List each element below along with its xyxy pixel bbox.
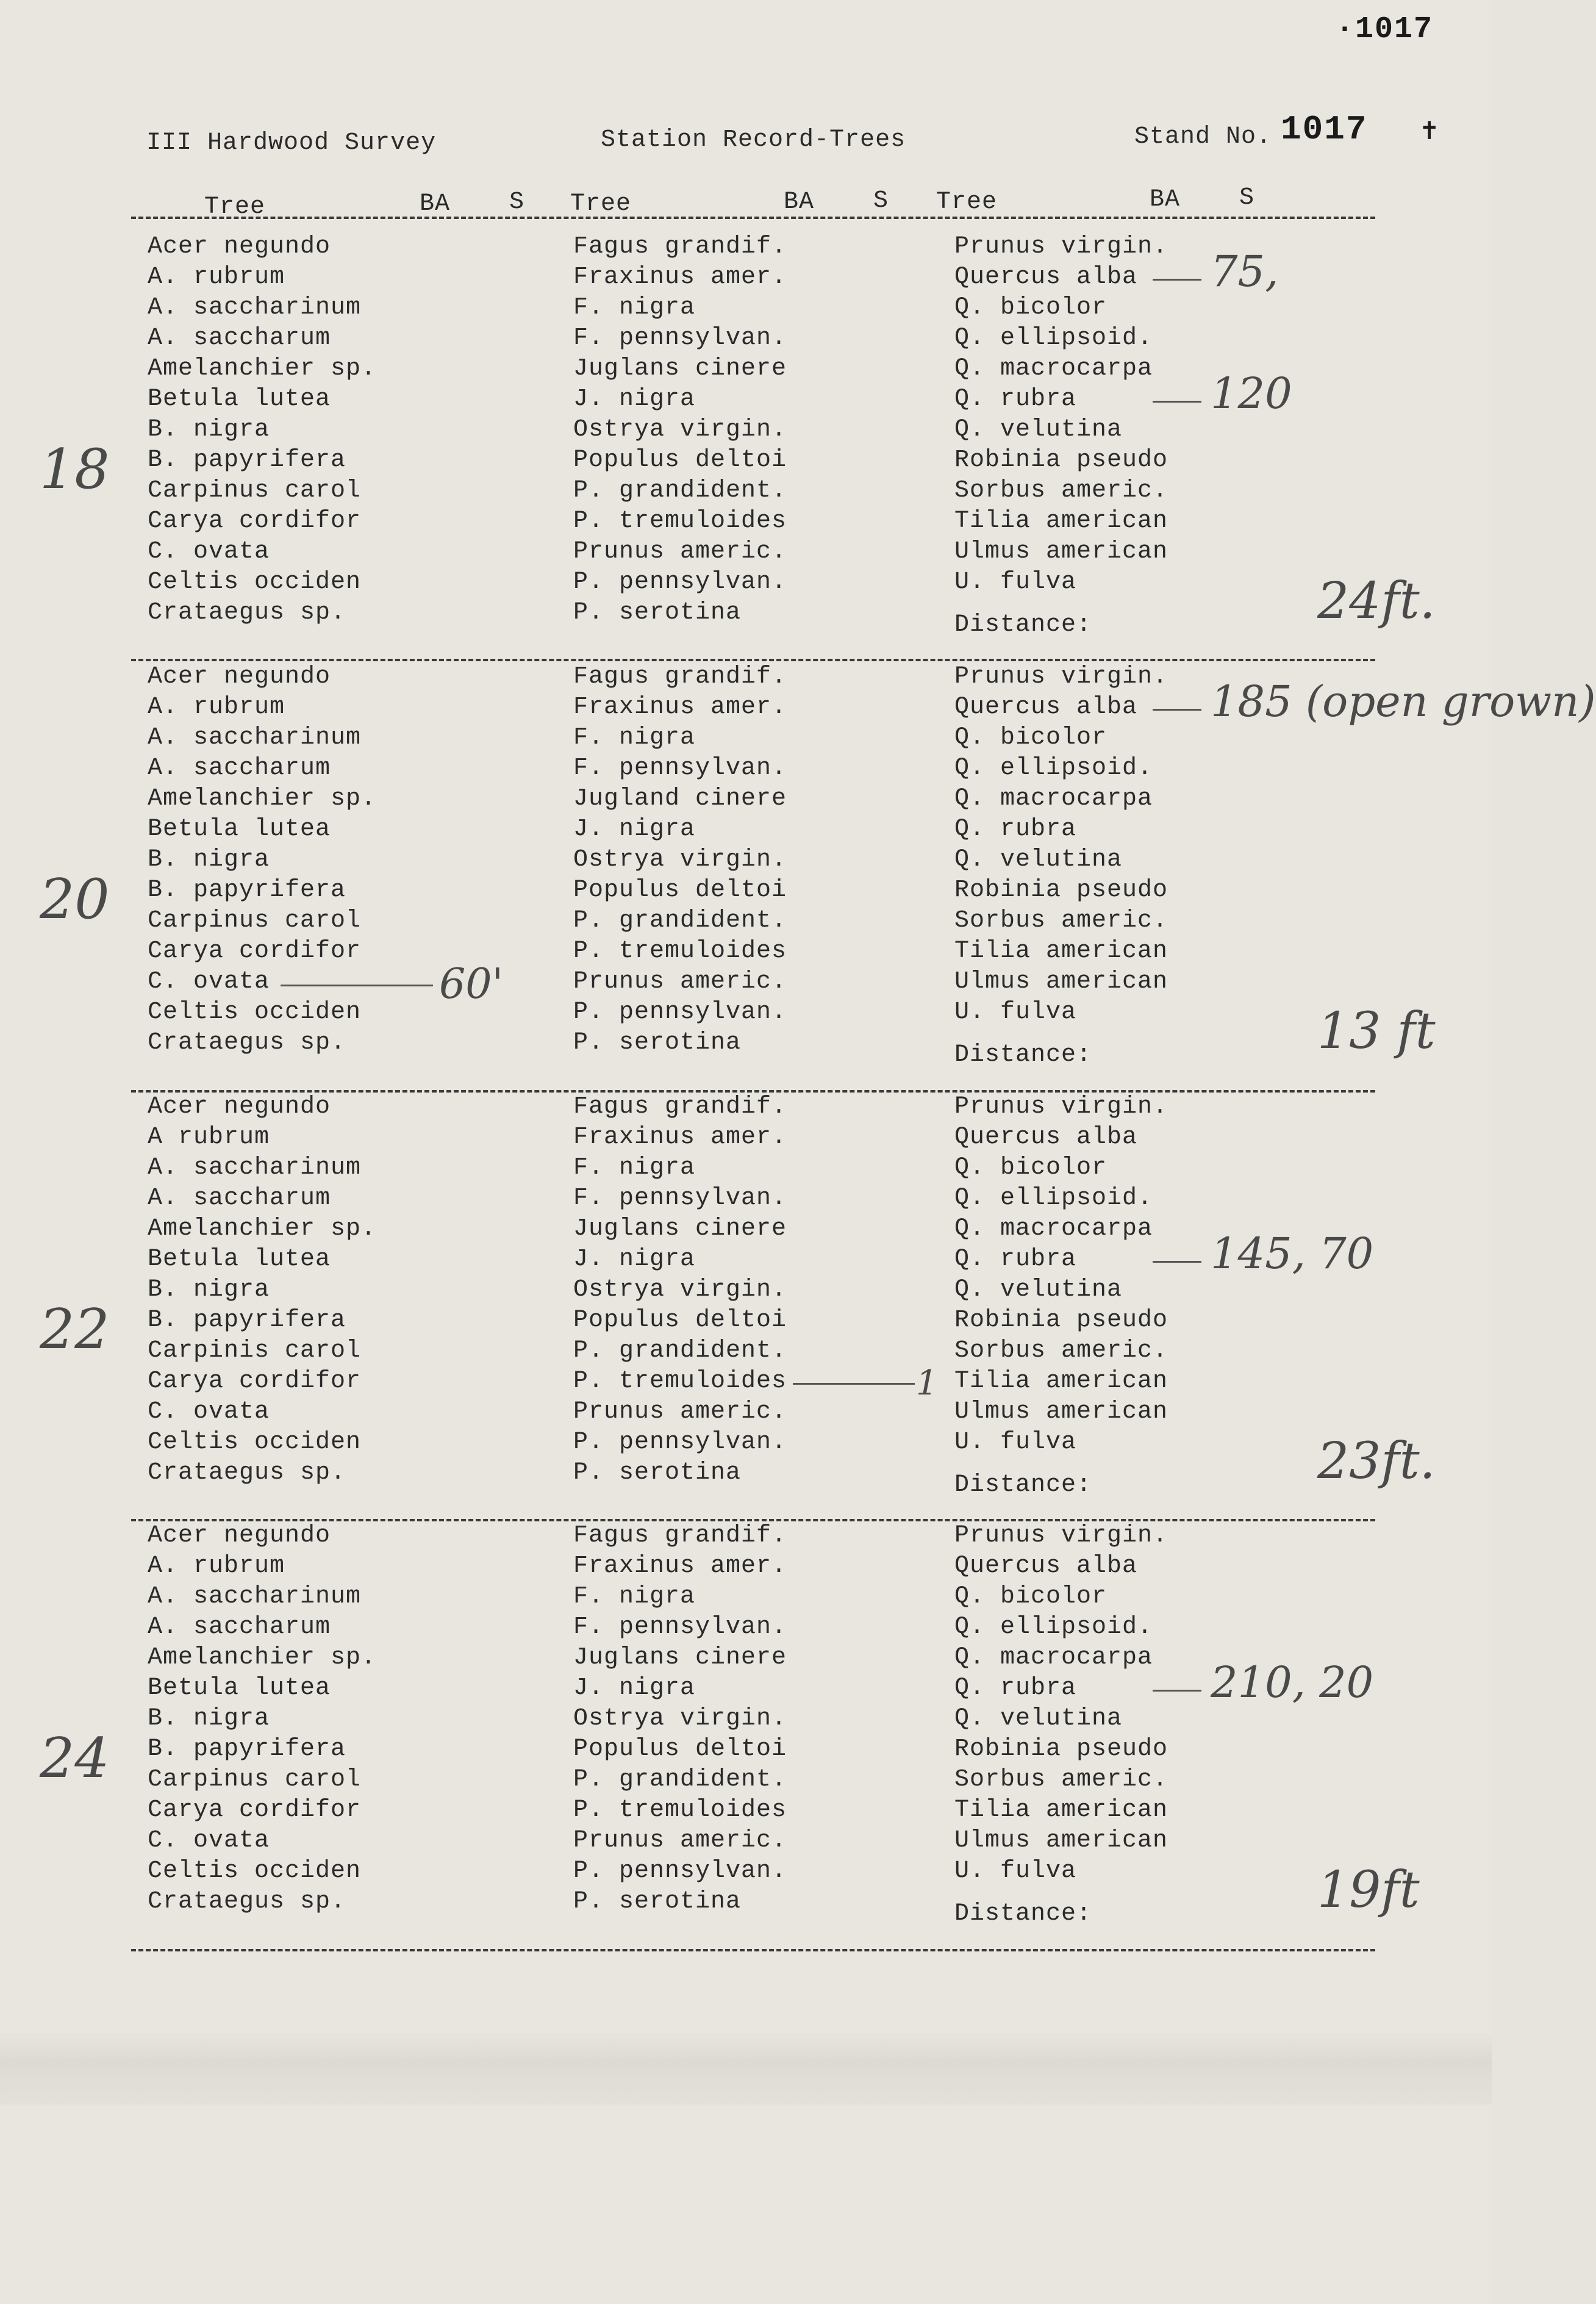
tree-name-col3: U. fulva <box>954 1429 1077 1456</box>
tree-name-col3: Quercus alba <box>954 1552 1138 1580</box>
tree-name-col3: Q. ellipsoid. <box>954 1185 1153 1212</box>
tree-name-col2: F. pennsylvan. <box>573 755 787 782</box>
form-title: Station Record-Trees <box>601 126 906 154</box>
ba-note-col1: 60' <box>439 960 504 1008</box>
tree-name-col3: Prunus virgin. <box>954 1093 1168 1121</box>
tree-name-col1: C. ovata <box>148 968 270 996</box>
tree-name-col2: P. tremuloides <box>573 938 787 965</box>
tree-name-col3: Quercus alba <box>954 264 1138 291</box>
col2-header-s: S <box>873 187 889 215</box>
tree-name-col2: Fagus grandif. <box>573 233 787 260</box>
page-number: ·1017 <box>1336 12 1434 47</box>
distance-label: Distance: <box>954 611 1092 639</box>
tree-name-col1: Crataegus sp. <box>148 1459 346 1487</box>
note-leader-line <box>1153 401 1201 403</box>
col2-header-tree: Tree <box>570 190 632 218</box>
tree-name-col1: Amelanchier sp. <box>148 1215 377 1243</box>
tree-name-col1: Acer negundo <box>148 1522 331 1549</box>
note-leader-line <box>793 1383 915 1385</box>
tree-name-col2: F. pennsylvan. <box>573 1613 787 1641</box>
tree-name-col3: Q. rubra <box>954 386 1077 413</box>
tree-name-col1: B. papyrifera <box>148 447 346 474</box>
ba-note: 75, <box>1211 246 1279 296</box>
tree-name-col2: J. nigra <box>573 386 696 413</box>
tree-name-col2: Ostrya virgin. <box>573 846 787 874</box>
tree-name-col2: Prunus americ. <box>573 538 787 565</box>
distance-value: 19ft <box>1317 1861 1420 1919</box>
tree-name-col1: A. saccharinum <box>148 724 362 752</box>
tree-name-col2: P. serotina <box>573 1459 742 1487</box>
tree-name-col1: Acer negundo <box>148 663 331 691</box>
tree-name-col2: Fagus grandif. <box>573 663 787 691</box>
tree-name-col1: A. saccharinum <box>148 294 362 321</box>
tree-name-col1: B. nigra <box>148 416 270 443</box>
distance-value: 13 ft <box>1317 1002 1436 1060</box>
tree-name-col1: Celtis occiden <box>148 569 362 596</box>
tree-name-col1: A. saccharum <box>148 325 331 352</box>
survey-heading: III Hardwood Survey <box>146 129 437 157</box>
tree-name-col2: P. grandident. <box>573 1766 787 1793</box>
tree-name-col3: Q. bicolor <box>954 724 1108 752</box>
tree-name-col1: A. rubrum <box>148 1552 285 1580</box>
station-number: 24 <box>40 1726 110 1790</box>
tree-name-col2: P. serotina <box>573 599 742 626</box>
distance-label: Distance: <box>954 1900 1092 1928</box>
tree-name-col3: Q. rubra <box>954 816 1077 843</box>
col1-header-s: S <box>509 188 525 216</box>
tree-name-col2: Fagus grandif. <box>573 1093 787 1121</box>
distance-value: 23ft. <box>1317 1432 1436 1490</box>
tree-name-col3: Quercus alba <box>954 1124 1138 1151</box>
tree-name-col3: Ulmus american <box>954 968 1168 996</box>
tree-name-col2: Fraxinus amer. <box>573 1552 787 1580</box>
tree-name-col1: Acer negundo <box>148 233 331 260</box>
tree-name-col1: Betula lutea <box>148 816 331 843</box>
ba-note-col2: 1 <box>916 1363 938 1403</box>
tree-name-col2: F. nigra <box>573 294 696 321</box>
tree-name-col3: Q. bicolor <box>954 1583 1108 1610</box>
tree-name-col2: Populus deltoi <box>573 1735 787 1763</box>
tree-name-col2: P. grandident. <box>573 1337 787 1365</box>
tree-name-col1: Carpinis carol <box>148 1337 362 1365</box>
tree-name-col2: Fraxinus amer. <box>573 1124 787 1151</box>
tree-name-col2: Ostrya virgin. <box>573 1276 787 1304</box>
tree-name-col3: Robinia pseudo <box>954 447 1168 474</box>
tree-name-col1: Carya cordifor <box>148 1368 362 1395</box>
tree-name-col1: Betula lutea <box>148 1674 331 1702</box>
tree-name-col1: A. saccharum <box>148 755 331 782</box>
col3-header-s: S <box>1239 184 1255 212</box>
tree-name-col2: P. grandident. <box>573 477 787 504</box>
col1-header-ba: BA <box>420 190 451 218</box>
note-leader-line <box>1153 709 1201 711</box>
tree-name-col3: Ulmus american <box>954 538 1168 565</box>
ba-note: 120 <box>1211 368 1292 418</box>
tree-name-col3: Q. ellipsoid. <box>954 325 1153 352</box>
tree-name-col3: Quercus alba <box>954 694 1138 721</box>
tree-name-col3: Robinia pseudo <box>954 1307 1168 1334</box>
note-leader-line <box>1153 1261 1201 1263</box>
tree-name-col1: Crataegus sp. <box>148 1029 346 1057</box>
tree-name-col1: B. nigra <box>148 1705 270 1732</box>
tree-name-col3: Q. velutina <box>954 416 1123 443</box>
tree-name-col2: P. pennsylvan. <box>573 999 787 1026</box>
tree-name-col1: B. papyrifera <box>148 1307 346 1334</box>
col1-header-tree: Tree <box>204 193 266 221</box>
tree-name-col2: F. nigra <box>573 1154 696 1182</box>
tree-name-col3: Q. bicolor <box>954 294 1108 321</box>
tree-name-col3: U. fulva <box>954 999 1077 1026</box>
tree-name-col1: C. ovata <box>148 1398 270 1426</box>
tree-name-col1: Amelanchier sp. <box>148 355 377 382</box>
tree-name-col3: U. fulva <box>954 569 1077 596</box>
divider-line <box>131 1519 1375 1521</box>
tree-name-col2: F. pennsylvan. <box>573 325 787 352</box>
tree-name-col1: A. saccharinum <box>148 1154 362 1182</box>
tree-name-col1: B. papyrifera <box>148 877 346 904</box>
tree-name-col1: Crataegus sp. <box>148 599 346 626</box>
tree-name-col1: Carya cordifor <box>148 1796 362 1824</box>
tree-name-col3: Sorbus americ. <box>954 1766 1168 1793</box>
tree-name-col3: Sorbus americ. <box>954 1337 1168 1365</box>
check-mark-icon: ✝ <box>1421 116 1439 148</box>
ba-note: 210, 20 <box>1211 1657 1374 1707</box>
tree-name-col3: Ulmus american <box>954 1398 1168 1426</box>
tree-name-col3: Q. velutina <box>954 1276 1123 1304</box>
col3-header-tree: Tree <box>936 188 998 216</box>
distance-label: Distance: <box>954 1471 1092 1499</box>
tree-name-col3: Q. velutina <box>954 1705 1123 1732</box>
tree-name-col3: Prunus virgin. <box>954 663 1168 691</box>
col2-header-ba: BA <box>784 188 815 216</box>
tree-name-col2: Jugland cinere <box>573 785 787 813</box>
tree-name-col3: Tilia american <box>954 508 1168 535</box>
tree-name-col1: Amelanchier sp. <box>148 785 377 813</box>
tree-name-col2: P. grandident. <box>573 907 787 935</box>
tree-name-col2: Juglans cinere <box>573 355 787 382</box>
tree-name-col2: Fagus grandif. <box>573 1522 787 1549</box>
tree-name-col2: Prunus americ. <box>573 968 787 996</box>
tree-name-col1: Celtis occiden <box>148 1429 362 1456</box>
tree-name-col3: Tilia american <box>954 1796 1168 1824</box>
tree-name-col3: Sorbus americ. <box>954 477 1168 504</box>
tree-name-col2: Fraxinus amer. <box>573 694 787 721</box>
tree-name-col3: Q. ellipsoid. <box>954 1613 1153 1641</box>
tree-name-col3: Robinia pseudo <box>954 877 1168 904</box>
tree-name-col1: Betula lutea <box>148 386 331 413</box>
divider-line <box>131 1949 1375 1951</box>
tree-name-col2: P. pennsylvan. <box>573 1857 787 1885</box>
tree-name-col1: B. nigra <box>148 1276 270 1304</box>
distance-label: Distance: <box>954 1041 1092 1069</box>
tree-name-col3: U. fulva <box>954 1857 1077 1885</box>
note-leader-line <box>281 985 433 986</box>
tree-name-col3: Q. bicolor <box>954 1154 1108 1182</box>
tree-name-col1: A. rubrum <box>148 694 285 721</box>
tree-name-col1: B. nigra <box>148 846 270 874</box>
tree-name-col2: Populus deltoi <box>573 447 787 474</box>
tree-name-col1: Carya cordifor <box>148 508 362 535</box>
tree-name-col1: Celtis occiden <box>148 1857 362 1885</box>
tree-name-col2: Prunus americ. <box>573 1398 787 1426</box>
paper-fold <box>0 2031 1492 2105</box>
tree-name-col2: Populus deltoi <box>573 877 787 904</box>
tree-name-col2: Fraxinus amer. <box>573 264 787 291</box>
tree-name-col2: F. nigra <box>573 1583 696 1610</box>
distance-value: 24ft. <box>1317 572 1436 630</box>
tree-name-col3: Q. ellipsoid. <box>954 755 1153 782</box>
tree-name-col3: Prunus virgin. <box>954 1522 1168 1549</box>
tree-name-col3: Q. rubra <box>954 1246 1077 1273</box>
tree-name-col2: F. pennsylvan. <box>573 1185 787 1212</box>
tree-name-col1: A. saccharum <box>148 1613 331 1641</box>
tree-name-col1: A. saccharinum <box>148 1583 362 1610</box>
station-number: 22 <box>40 1297 110 1362</box>
tree-name-col2: P. tremuloides <box>573 508 787 535</box>
station-number: 20 <box>40 867 110 931</box>
note-leader-line <box>1153 1690 1201 1692</box>
tree-name-col3: Q. rubra <box>954 1674 1077 1702</box>
tree-name-col3: Q. macrocarpa <box>954 1644 1153 1671</box>
tree-name-col2: Populus deltoi <box>573 1307 787 1334</box>
tree-name-col3: Sorbus americ. <box>954 907 1168 935</box>
tree-name-col1: Amelanchier sp. <box>148 1644 377 1671</box>
tree-name-col1: Carya cordifor <box>148 938 362 965</box>
tree-name-col2: Prunus americ. <box>573 1827 787 1854</box>
ba-note: 185 (open grown) <box>1211 676 1596 727</box>
tree-name-col1: A rubrum <box>148 1124 270 1151</box>
tree-name-col2: Juglans cinere <box>573 1644 787 1671</box>
tree-name-col2: Juglans cinere <box>573 1215 787 1243</box>
tree-name-col3: Q. macrocarpa <box>954 1215 1153 1243</box>
stand-label: Stand No. <box>1134 123 1272 151</box>
tree-name-col3: Robinia pseudo <box>954 1735 1168 1763</box>
tree-name-col3: Q. velutina <box>954 846 1123 874</box>
tree-name-col2: J. nigra <box>573 1246 696 1273</box>
divider-line <box>131 1090 1375 1093</box>
tree-name-col1: B. papyrifera <box>148 1735 346 1763</box>
tree-name-col2: Ostrya virgin. <box>573 416 787 443</box>
tree-name-col3: Q. macrocarpa <box>954 785 1153 813</box>
tree-name-col2: P. serotina <box>573 1888 742 1915</box>
divider-line <box>131 659 1375 661</box>
tree-name-col2: P. pennsylvan. <box>573 1429 787 1456</box>
tree-name-col1: C. ovata <box>148 538 270 565</box>
tree-name-col2: F. nigra <box>573 724 696 752</box>
tree-name-col2: Ostrya virgin. <box>573 1705 787 1732</box>
tree-name-col2: P. serotina <box>573 1029 742 1057</box>
tree-name-col2: J. nigra <box>573 1674 696 1702</box>
tree-name-col1: A. rubrum <box>148 264 285 291</box>
tree-name-col1: Betula lutea <box>148 1246 331 1273</box>
stand-number: 1017 <box>1281 110 1368 149</box>
tree-name-col1: Celtis occiden <box>148 999 362 1026</box>
tree-name-col3: Tilia american <box>954 1368 1168 1395</box>
tree-name-col1: Carpinus carol <box>148 477 362 504</box>
tree-name-col3: Q. macrocarpa <box>954 355 1153 382</box>
tree-name-col2: P. tremuloides <box>573 1796 787 1824</box>
tree-name-col3: Ulmus american <box>954 1827 1168 1854</box>
note-leader-line <box>1153 279 1201 281</box>
tree-name-col1: Acer negundo <box>148 1093 331 1121</box>
ba-note: 145, 70 <box>1211 1229 1374 1279</box>
tree-name-col3: Prunus virgin. <box>954 233 1168 260</box>
tree-name-col1: Carpinus carol <box>148 907 362 935</box>
divider-line <box>131 217 1375 219</box>
tree-name-col2: P. pennsylvan. <box>573 569 787 596</box>
tree-name-col2: P. tremuloides <box>573 1368 787 1395</box>
tree-name-col3: Tilia american <box>954 938 1168 965</box>
station-number: 18 <box>40 437 110 501</box>
col3-header-ba: BA <box>1150 186 1181 214</box>
tree-name-col2: J. nigra <box>573 816 696 843</box>
tree-name-col1: Carpinus carol <box>148 1766 362 1793</box>
tree-name-col1: A. saccharum <box>148 1185 331 1212</box>
tree-name-col1: C. ovata <box>148 1827 270 1854</box>
tree-name-col1: Crataegus sp. <box>148 1888 346 1915</box>
